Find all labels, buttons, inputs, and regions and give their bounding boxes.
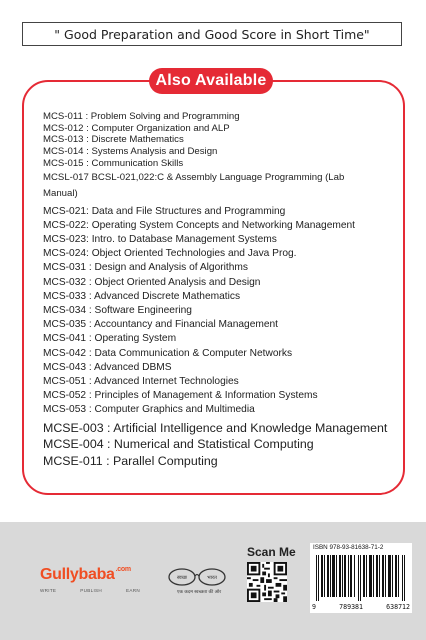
- list-item: MCS-035 : Accountancy and Financial Management: [43, 319, 279, 331]
- isbn-text: ISBN 978-93-81638-71-2: [313, 544, 384, 551]
- book-list: [43, 111, 403, 469]
- swachh-tagline: एक कदम स्वच्छता की ओर: [176, 590, 222, 595]
- also-available-badge: Also Available: [149, 68, 273, 94]
- list-item: MCS-023: Intro. to Database Management Systems: [43, 233, 277, 245]
- logo-sub-publish: PUBLISH: [80, 588, 103, 593]
- tagline-box: [22, 22, 402, 46]
- list-item: MCS-022: Operating System Concepts and Networking Management: [43, 219, 356, 231]
- list-item: MCSE-003 : Artificial Intelligence and Knowledge Management: [43, 420, 388, 435]
- scan-me-label: Scan Me: [247, 545, 296, 559]
- list-item: MCS-024: Object Oriented Technologies and Java Prog.: [43, 248, 297, 260]
- barcode-icon: [316, 555, 406, 601]
- barcode-digits: [312, 603, 410, 611]
- book-group-3: [43, 420, 403, 470]
- list-item: MCS-015 : Communication Skills: [43, 157, 184, 169]
- list-item: MCS-051 : Advanced Internet Technologies: [43, 375, 239, 387]
- list-item: MCS-032 : Object Oriented Analysis and Design: [43, 276, 261, 288]
- list-item: MCS-041 : Operating System: [43, 333, 177, 345]
- gullybaba-logo: [40, 566, 131, 584]
- book-group-2: [43, 205, 403, 418]
- list-item: MCS-053 : Computer Graphics and Multimedia: [43, 404, 255, 416]
- swachh-bharat-spectacles-icon: [166, 566, 228, 586]
- qr-code-icon: [247, 562, 287, 602]
- logo-suffix: .com: [115, 566, 131, 573]
- list-item: MCS-031 : Design and Analysis of Algorithms: [43, 262, 248, 274]
- list-item: MCS-011 : Problem Solving and Programming: [43, 111, 240, 122]
- list-item: MCS-014 : Systems Analysis and Design: [43, 146, 218, 158]
- list-item: MCS-043 : Advanced DBMS: [43, 361, 172, 373]
- logo-text: Gullybaba: [40, 566, 115, 583]
- list-item: MCS-042 : Data Communication & Computer Networks: [43, 347, 293, 359]
- logo-sub-earn: EARN: [126, 588, 140, 593]
- list-item: MCSL-017 BCSL-021,022:C & Assembly Language Programming (Lab Manual): [43, 171, 345, 199]
- barcode-digit-group-2: 638712: [386, 603, 410, 611]
- barcode-digit-group-1: 789381: [339, 603, 363, 611]
- book-group-1: [43, 111, 403, 202]
- list-item: MCS-013 : Discrete Mathematics: [43, 134, 184, 146]
- list-item: MCS-012 : Computer Organization and ALP: [43, 122, 230, 134]
- list-item: MCS-021: Data and File Structures and Programming: [43, 205, 286, 217]
- list-item: MCS-052 : Principles of Management & Information Systems: [43, 390, 318, 402]
- list-item: MCSE-004 : Numerical and Statistical Computing: [43, 437, 314, 452]
- logo-sub-write: WRITE: [40, 588, 57, 593]
- list-item: MCS-034 : Software Engineering: [43, 304, 192, 316]
- spects-right-text: भारत: [207, 575, 217, 581]
- spects-left-text: स्वच्छ: [176, 575, 188, 581]
- list-item: MCSE-011 : Parallel Computing: [43, 453, 218, 468]
- logo-subtext: [40, 588, 140, 593]
- tagline-text: " Good Preparation and Good Score in Short Time": [54, 26, 370, 42]
- list-item: MCS-033 : Advanced Discrete Mathematics: [43, 290, 241, 302]
- barcode-digit-lead: 9: [312, 603, 316, 611]
